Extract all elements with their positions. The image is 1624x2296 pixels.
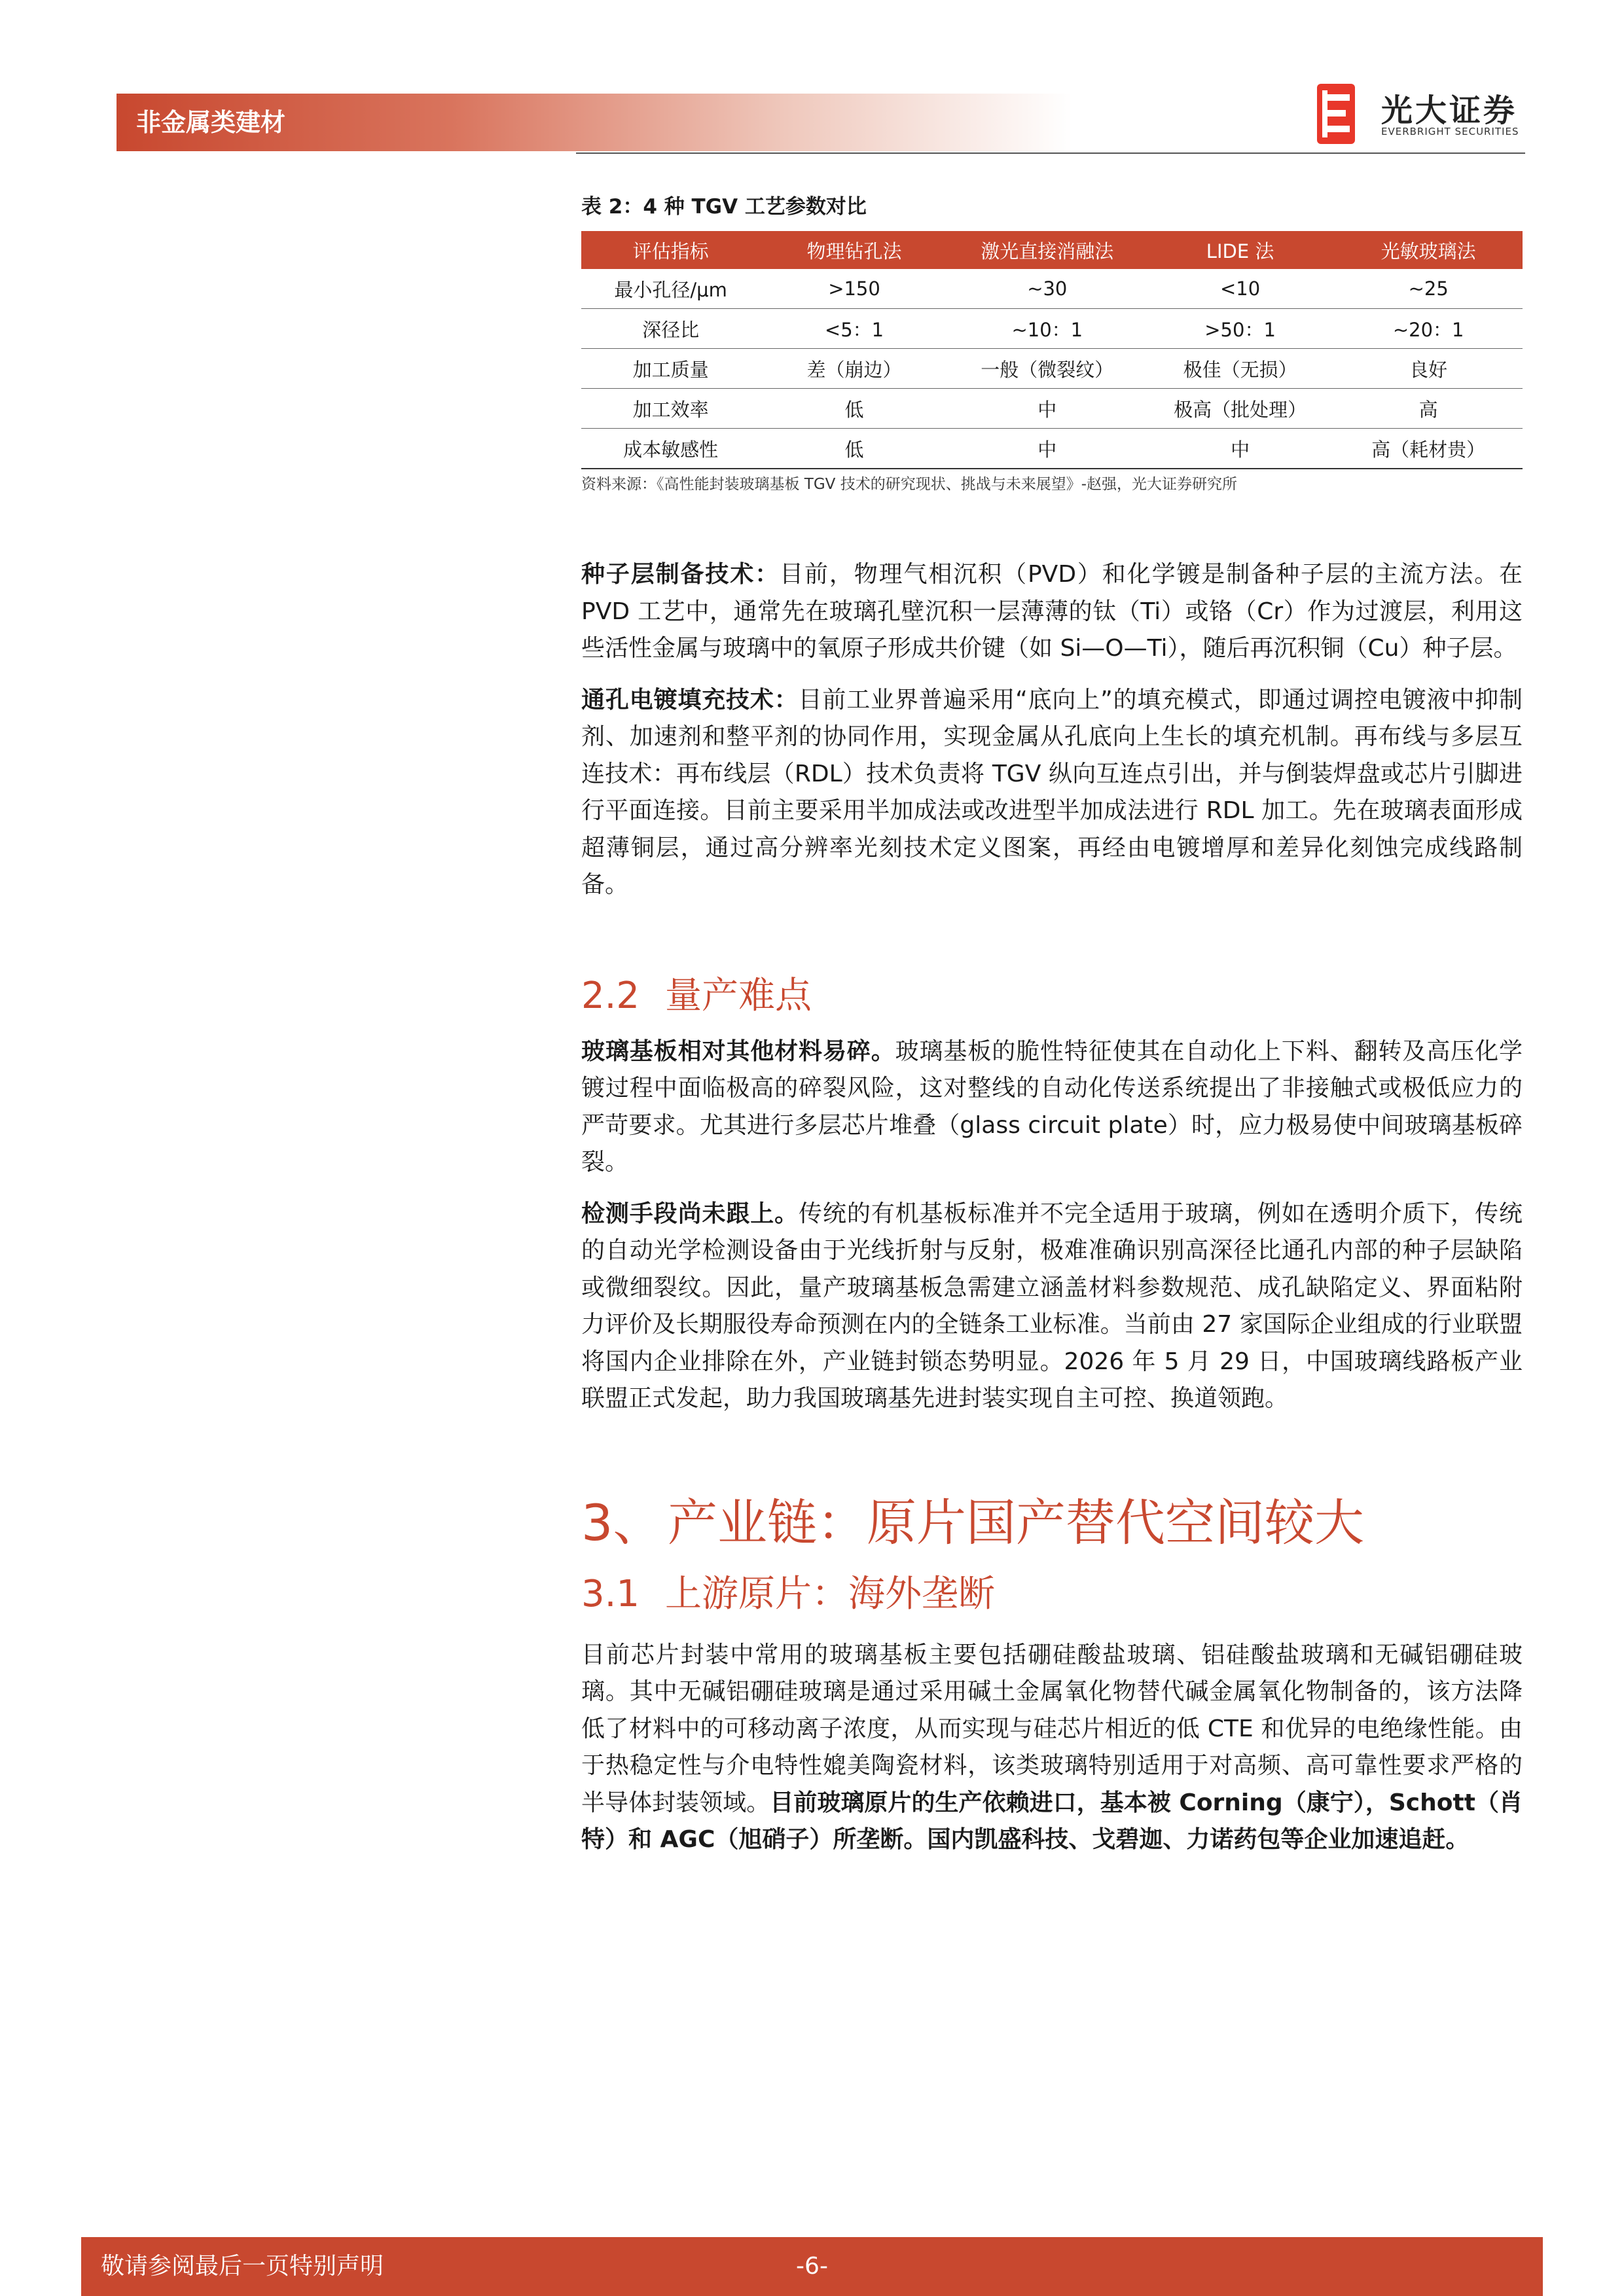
- section-number: 2.2: [581, 974, 640, 1017]
- table-row: [581, 349, 1523, 389]
- section-number: 3.1: [581, 1572, 640, 1615]
- table-cell: 高（耗材贵）: [1334, 429, 1523, 469]
- table-header-cell: 激光直接消融法: [948, 231, 1146, 269]
- paragraph-text: 目前工业界普遍采用“底向上”的填充模式，即通过调控电镀液中抑制剂、加速剂和整平剂的协同作用，实现金属从孔底向上生长的填充机制。再布线与多层互连技术：再布线层（RDL）技术负责将 TGV 纵向互连点引出，并与倒装焊盘或芯片引脚进行平面连接。目前主要采用半加成法或改进型半加成法进行 RDL 加工。先在玻璃表面形成超薄铜层，通过高分辨率光刻技术定义图案，再经由电镀增厚和差异化刻蚀完成线路制备。: [581, 686, 1523, 898]
- table-cell: 深径比: [581, 309, 760, 349]
- logo-text-cn: 光大证券: [1381, 92, 1518, 129]
- paragraph-text: 传统的有机基板标准并不完全适用于玻璃，例如在透明介质下，传统的自动光学检测设备由于光线折射与反射，极难准确识别高深径比通孔内部的种子层缺陷或微细裂纹。因此，量产玻璃基板急需建立涵盖材料参数规范、成孔缺陷定义、界面粘附力评价及长期服役寿命预测在内的全链条工业标准。当前由 27 家国际企业组成的行业联盟将国内企业排除在外，产业链封锁态势明显。2026 年 5 月 29 日，中国玻璃线路板产业联盟正式发起，助力我国玻璃基先进封装实现自主可控、换道领跑。: [581, 1200, 1523, 1412]
- table-header-row: [581, 231, 1523, 269]
- paragraph-text: 玻璃基板的脆性特征使其在自动化上下料、翻转及高压化学镀过程中面临极高的碎裂风险，这对整线的自动化传送系统提出了非接触式或极低应力的严苛要求。尤其进行多层芯片堆叠（glass circuit plate）时，应力极易使中间玻璃基板碎裂。: [581, 1037, 1523, 1175]
- table-cell: 一般（微裂纹）: [948, 349, 1146, 389]
- table-cell: 良好: [1334, 349, 1523, 389]
- chapter-heading-3: [581, 1483, 1523, 1554]
- table-cell: 中: [1146, 429, 1335, 469]
- table-title: 表 2：4 种 TGV 工艺参数对比: [581, 195, 867, 219]
- table-cell: ~10：1: [948, 309, 1146, 349]
- table-cell: 低: [760, 429, 948, 469]
- tgv-parameter-table: [581, 231, 1523, 469]
- table-row: [581, 269, 1523, 309]
- section-name: 非金属类建材: [136, 108, 286, 137]
- table-cell: 极高（批处理）: [1146, 389, 1335, 429]
- company-logo: [1317, 81, 1526, 147]
- table-cell: ~30: [948, 269, 1146, 309]
- table-cell: 成本敏感性: [581, 429, 760, 469]
- table-cell: ~20：1: [1334, 309, 1523, 349]
- paragraph-fragile: [581, 1033, 1523, 1181]
- chapter-number: 3、: [581, 1493, 663, 1552]
- table-header-cell: 物理钻孔法: [760, 231, 948, 269]
- table-row: [581, 429, 1523, 469]
- paragraph-lead: 种子层制备技术：: [581, 561, 780, 588]
- table-cell: 差（崩边）: [760, 349, 948, 389]
- section-title: 上游原片：海外垄断: [665, 1572, 995, 1615]
- paragraph-lead: 通孔电镀填充技术：: [581, 686, 799, 713]
- page-number: -6-: [796, 2253, 828, 2280]
- header-divider: [576, 152, 1525, 154]
- paragraph-text: 目前，物理气相沉积（PVD）和化学镀是制备种子层的主流方法。在 PVD 工艺中，通常先在玻璃孔壁沉积一层薄薄的钛（Ti）或铬（Cr）作为过渡层，利用这些活性金属与玻璃中的氧原子形成共价键（如 Si—O—Ti），随后再沉积铜（Cu）种子层。: [581, 561, 1523, 662]
- table-header-cell: 光敏玻璃法: [1334, 231, 1523, 269]
- footer-bar: [81, 2237, 1543, 2296]
- table-cell: ~25: [1334, 269, 1523, 309]
- table-row: [581, 389, 1523, 429]
- section-heading-3-1: [581, 1565, 1523, 1617]
- table-cell: <5：1: [760, 309, 948, 349]
- paragraph-via-fill: [581, 682, 1523, 904]
- paragraph-upstream: [581, 1637, 1523, 1859]
- table-cell: >50：1: [1146, 309, 1335, 349]
- chapter-title: 产业链：原片国产替代空间较大: [668, 1493, 1364, 1552]
- table-cell: 中: [948, 389, 1146, 429]
- table-cell: <10: [1146, 269, 1335, 309]
- disclaimer-note: 敬请参阅最后一页特别声明: [101, 2253, 384, 2280]
- logo-mark-icon: [1317, 84, 1355, 144]
- table-row: [581, 309, 1523, 349]
- table-cell: 极佳（无损）: [1146, 349, 1335, 389]
- table-cell: 加工质量: [581, 349, 760, 389]
- table-cell: 高: [1334, 389, 1523, 429]
- logo-text-en: EVERBRIGHT SECURITIES: [1381, 126, 1519, 137]
- section-title: 量产难点: [665, 974, 812, 1017]
- table-header-cell: 评估指标: [581, 231, 760, 269]
- main-content: [581, 190, 1523, 1859]
- paragraph-detection: [581, 1196, 1523, 1418]
- section-heading-2-2: [581, 967, 1523, 1019]
- table-cell: >150: [760, 269, 948, 309]
- paragraph-lead: 检测手段尚未跟上。: [581, 1200, 799, 1227]
- table-cell: 中: [948, 429, 1146, 469]
- table-cell: 低: [760, 389, 948, 429]
- table-source: 资料来源：《高性能封装玻璃基板 TGV 技术的研究现状、挑战与未来展望》-赵强，光大证券研究所: [581, 476, 1238, 493]
- table-cell: 最小孔径/μm: [581, 269, 760, 309]
- header-bar: [117, 94, 1072, 151]
- paragraph-text: 目前芯片封装中常用的玻璃基板主要包括硼硅酸盐玻璃、铝硅酸盐玻璃和无碱铝硼硅玻璃。其中无碱铝硼硅玻璃是通过采用碱土金属氧化物替代碱金属氧化物制备的，该方法降低了材料中的可移动离子浓度，从而实现与硅芯片相近的低 CTE 和优异的电绝缘性能。由于热稳定性与介电特性媲美陶瓷材料，该类玻璃特别适用于对高频、高可靠性要求严格的半导体封装领域。: [581, 1641, 1523, 1816]
- paragraph-seed-layer: [581, 556, 1523, 668]
- paragraph-bold-conclusion: 目前玻璃原片的生产依赖进口，基本被 Corning（康宁），Schott（肖特）和 AGC（旭硝子）所垄断。国内凯盛科技、戈碧迦、力诺药包等企业加速追赶。: [581, 1789, 1523, 1853]
- paragraph-lead: 玻璃基板相对其他材料易碎。: [581, 1037, 895, 1065]
- table-header-cell: LIDE 法: [1146, 231, 1335, 269]
- table-cell: 加工效率: [581, 389, 760, 429]
